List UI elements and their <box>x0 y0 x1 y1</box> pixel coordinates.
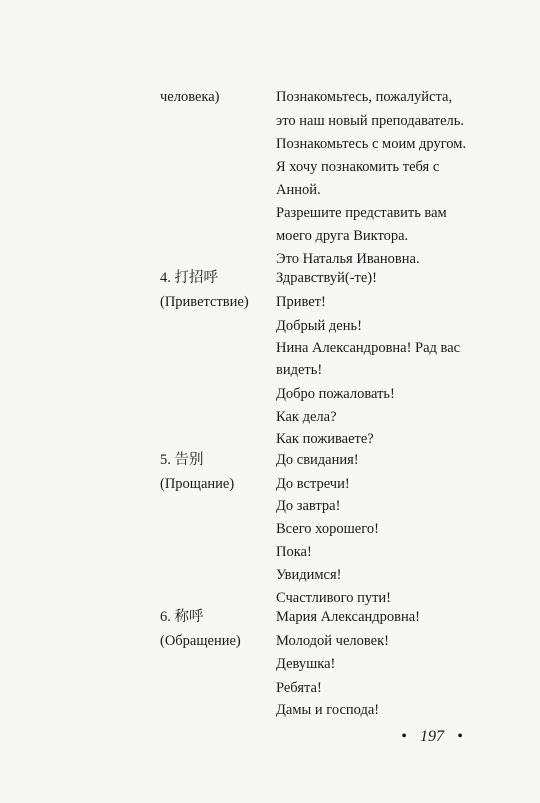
section-6-heading: 6. 称呼 <box>160 609 204 625</box>
greeting-line-8: Как поживаете? <box>276 431 374 447</box>
page-footer <box>399 727 479 747</box>
greeting-line-4: Нина Александровна! Рад вас <box>276 340 461 356</box>
farewell-line-7: Счастливого пути! <box>276 590 392 606</box>
farewell-line-3: До завтра! <box>276 498 341 514</box>
greeting-line-2: Привет! <box>276 294 326 310</box>
intro-line-5: Анной. <box>276 182 321 198</box>
greeting-line-6: Добро пожаловать! <box>276 386 395 402</box>
left-heading-continuation: человека) <box>160 89 220 105</box>
greeting-line-7: Как дела? <box>276 409 337 425</box>
greeting-line-1: Здравствуй(-те)! <box>276 270 377 286</box>
page-number: 197 <box>420 728 444 745</box>
intro-line-3: Познакомьтесь с моим другом. <box>276 136 467 152</box>
farewell-line-6: Увидимся! <box>276 567 342 583</box>
footer-bullet-right: • <box>457 728 463 745</box>
address-line-1: Мария Александровна! <box>276 609 421 625</box>
section-6-subtitle: (Обращение) <box>160 633 241 649</box>
intro-line-1: Познакомьтесь, пожалуйста, <box>276 89 453 105</box>
address-line-2: Молодой человек! <box>276 633 389 649</box>
farewell-line-4: Всего хорошего! <box>276 521 379 537</box>
farewell-line-1: До свидания! <box>276 452 359 468</box>
intro-line-7: моего друга Виктора. <box>276 228 409 244</box>
intro-line-8: Это Наталья Ивановна. <box>276 251 420 267</box>
greeting-line-3: Добрый день! <box>276 318 362 334</box>
intro-line-2: это наш новый преподаватель. <box>276 113 465 129</box>
section-4-subtitle: (Приветствие) <box>160 294 249 310</box>
address-line-5: Дамы и господа! <box>276 702 380 718</box>
farewell-line-5: Пока! <box>276 544 312 560</box>
address-line-4: Ребята! <box>276 680 322 696</box>
address-line-3: Девушка! <box>276 656 336 672</box>
footer-bullet-left: • <box>401 728 407 745</box>
farewell-line-2: До встречи! <box>276 476 350 492</box>
section-5-subtitle: (Прощание) <box>160 476 235 492</box>
intro-line-6: Разрешите представить вам <box>276 205 447 221</box>
greeting-line-5: видеть! <box>276 362 323 378</box>
intro-line-4: Я хочу познакомить тебя с <box>276 159 440 175</box>
section-5-heading: 5. 告别 <box>160 452 204 468</box>
section-4-heading: 4. 打招呼 <box>160 270 218 286</box>
